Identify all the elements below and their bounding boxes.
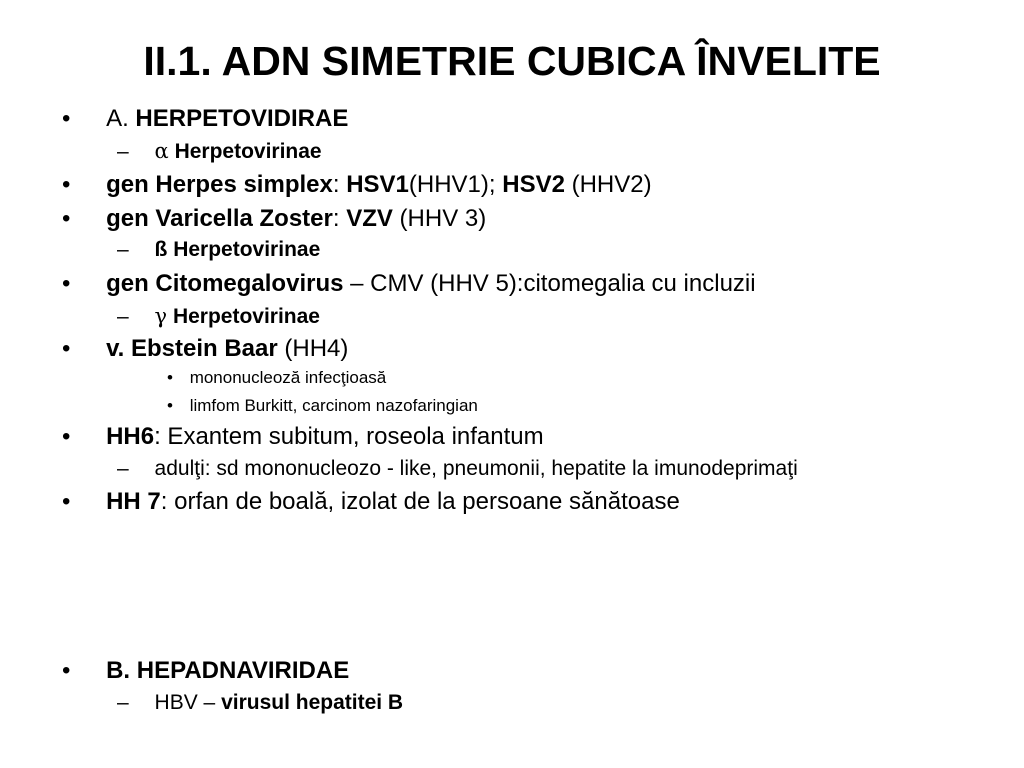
virus-hsv1-alt: (HHV1); [408,171,503,198]
greek-letter: α [154,139,169,163]
bullet: • [62,270,71,297]
list-item [62,656,349,686]
list-subitem [117,138,322,165]
genus-name: gen Citomegalovirus [106,270,344,297]
list-item [62,334,348,364]
bullet: • [62,105,71,132]
genus-name: gen Herpes simplex [106,171,333,198]
genus-name: HH6 [106,423,155,450]
virus-vzv: VZV [346,205,393,232]
list-item [62,170,652,200]
bullet: • [62,657,71,684]
bullet: • [62,488,71,515]
bullet: • [62,171,71,198]
separator: : [332,171,347,198]
separator: : [332,205,347,232]
family-name: HERPETOVIDIRAE [135,105,349,132]
genus-name: HH 7 [106,488,161,515]
list-subsubitem [167,367,386,389]
genus-description: : Exantem subitum, roseola infantum [154,423,544,450]
genus-name: gen Varicella Zoster [106,205,333,232]
subfamily-name: Herpetovirinae [174,140,322,163]
subfamily-name: Herpetovirinae [173,238,321,261]
subfamily-name: Herpetovirinae [172,305,320,328]
bullet: • [62,335,71,362]
bullet: • [167,368,173,387]
virus-hsv2: HSV2 [502,171,565,198]
greek-letter: γ [154,304,168,328]
list-item [62,422,544,452]
list-item [62,487,680,517]
list-subsubitem [167,395,478,417]
family-name: B. HEPADNAVIRIDAE [106,657,350,684]
dash: – [117,238,129,261]
item-prefix: A. [106,105,136,132]
list-subitem [117,237,320,263]
disease-text: mononucleoză infecţioasă [189,368,387,387]
list-subitem [117,690,403,716]
description-text: adulţi: sd mononucleozo - like, pneumonii, hepatite la imunodeprimaţi [154,457,798,480]
dash: – [117,140,129,163]
list-item [62,204,486,234]
genus-name: v. Ebstein Baar [106,335,278,362]
genus-description: (HH4) [277,335,349,362]
virus-name: virusul hepatitei B [221,691,404,714]
list-subitem [117,303,320,330]
virus-hsv2-alt: (HHV2) [564,171,652,198]
disease-text: limfom Burkitt, carcinom nazofaringian [189,396,478,415]
list-item [62,104,348,134]
virus-vzv-alt: (HHV 3) [392,205,487,232]
dash: – [117,305,129,328]
list-item [62,269,756,299]
greek-letter: ß [154,238,168,261]
virus-hsv1: HSV1 [346,171,409,198]
slide-title: II.1. ADN SIMETRIE CUBICA ÎNVELITE [143,38,881,84]
bullet: • [62,205,71,232]
list-subitem [117,456,798,482]
genus-description: – CMV (HHV 5):citomegalia cu incluzii [343,270,756,297]
genus-description: : orfan de boală, izolat de la persoane sănătoase [160,488,680,515]
dash: – [117,691,129,714]
dash: – [117,457,129,480]
bullet: • [62,423,71,450]
item-prefix: HBV – [154,691,222,714]
bullet: • [167,396,173,415]
